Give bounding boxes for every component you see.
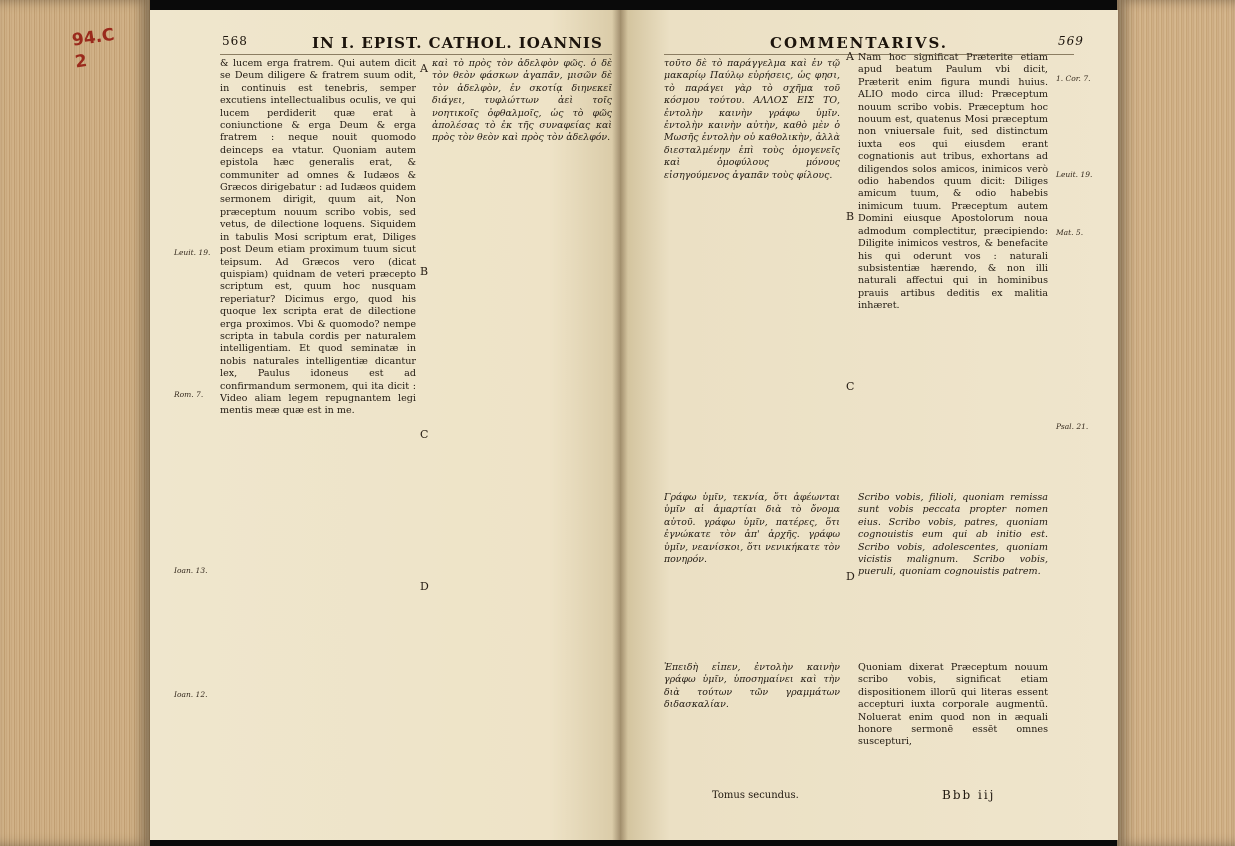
right-column-letter-b: B: [846, 210, 855, 223]
left-margin-note-2: Rom. 7.: [174, 390, 204, 399]
signature-mark: Bbb iij: [942, 788, 996, 802]
right-margin-note-3: Mat. 5.: [1056, 228, 1084, 237]
right-latin-commentary-text: Quoniam dixerat Præceptum nouum scribo vobis, significat etiam dispositionem illorū qui literas essent accepturi iuxta corporale augmentū. Noluerat enim quod non in æquali honore sermonē essēt omnes suscepturi,: [858, 662, 1048, 748]
left-margin-note-1: Leuit. 19.: [174, 248, 211, 257]
right-column-letter-d: D: [846, 570, 855, 583]
left-page: [150, 10, 620, 840]
left-latin-text: & lucem erga fratrem. Qui autem dicit se Deum diligere & fratrem suum odit, in continuis est tenebris, semper excutiens intellectualibus oculis, ve qui lucem perdiderit quæ erat à coniunctione & erga Deum & erga fratrem : neque nouit quomodo deinceps ea vtatur. Quoniam autem epistola hæc generalis erat, & communiter ad omnes & Iudæos & Græcos dirigebatur : ad Iudæos quidem sermonem dirigit, quum ait, Non præceptum nouum scribo vobis, sed vetus, de dilectione loquens. Siquidem in tabulis Mosi scriptum erat, Diliges post Deum etiam proximum tuum sicut teipsum. Ad Græcos vero (dicat quispiam) quidnam de veteri præcepto scriptum est, quum hoc nusquam reperiatur? Dicimus ergo, quod his quoque lex scripta erat de dilectione erga proximos. Vbi & quomodo? nempe scripta in tabula cordis per naturalem intelligentiam. Et quod seminatæ in nobis naturales intelligentiæ dicantur lex, Paulus idoneus est ad confirmandum sermonem, qui ita dicit : Video aliam legem repugnantem legi mentis meæ quæ est in me.: [220, 58, 416, 417]
right-running-head: COMMENTARIVS.: [770, 34, 948, 52]
right-greek-verse-text: Γράφω ὑμῖν, τεκνία, ὅτι ἀφέωνται ὑμῖν αἱ ἁμαρτίαι διὰ τὸ ὄνομα αὐτοῦ. γράφω ὑμῖν, πατέρες, ὅτι ἐγνώκατε τὸν ἀπ' ἀρχῆς. γράφω ὑμῖν, νεανίσκοι, ὅτι νενικήκατε τὸν πονηρόν.: [664, 492, 840, 566]
left-column-letter-c: C: [420, 428, 429, 441]
right-greek-text: τοῦτο δὲ τὸ παράγγελμα καὶ ἐν τῷ μακαρίῳ Παύλῳ εὑρήσεις, ὡς φησι, τὸ παράγει γὰρ τὸ σχῆμα τοῦ κόσμου τούτου. ΑΛΛΟΣ ΕΙΣ ΤΟ, ἐντολὴν καινὴν γράφω ὑμῖν. ἐντολὴν καινὴν αὐτὴν, καθὸ μὲν ὁ Μωσῆς ἐντολὴν οὐ καθολικὴν, ἀλλὰ διεσταλμένην ἐπὶ τοὺς ὁμογενεῖς καὶ ὁμοφύλους μόνους εἰσηγούμενος ἀγαπᾶν τοὺς φίλους.: [664, 58, 840, 181]
left-head-rule: [220, 54, 612, 55]
left-running-head: IN I. EPIST. CATHOL. IOANNIS: [312, 34, 603, 52]
right-greek-commentary-text: Ἐπειδὴ εἶπεν, ἐντολὴν καινὴν γράφω ὑμῖν, ὑποσημαίνει καὶ τὴν διὰ τούτων τῶν γραμμάτων διδασκαλίαν.: [664, 662, 840, 711]
library-shelf-mark: 94.C 2: [70, 24, 116, 73]
left-page-number: 568: [222, 34, 248, 48]
left-column-letter-b: B: [420, 265, 429, 278]
left-margin-note-3: Ioan. 13.: [174, 566, 208, 575]
right-margin-note-4: Psal. 21.: [1056, 422, 1089, 431]
right-margin-note-1: 1. Cor. 7.: [1056, 74, 1091, 83]
book-gutter: [612, 10, 628, 840]
left-latin-column: [220, 58, 416, 828]
right-page: [620, 10, 1118, 840]
right-margin-note-2: Leuit. 19.: [1056, 170, 1093, 179]
right-column-letter-c: C: [846, 380, 855, 393]
right-latin-column: [858, 52, 1048, 472]
left-margin-note-4: Ioan. 12.: [174, 690, 208, 699]
right-latin-text: Nam hoc significat Præterite etiam apud beatum Paulum vbi dicit, Præterit enim figura mundi huius. ALIO modo circa illud: Præceptum nouum scribo vobis. Præceptum hoc nouum est, quatenus Mosi præceptum non vniuersale fuit, sed distinctum iuxta eos qui eiusdem erant cognationis aut tribus, exhortans ad diligendos solos amicos, inimicos verò odio habendos quum dicit: Diliges amicum tuum, & odio habebis inimicum tuum. Præceptum autem Domini eiusque Apostolorum noua admodum complectitur, præcipiendo: Diligite inimicos vestros, & benefacite his qui oderunt vos : naturali subsistentiæ hærendo, & non illi naturali affectui qui in hominibus prauis artibus deditis ex malitia inhæret.: [858, 52, 1048, 312]
right-page-edges: [1117, 0, 1235, 846]
left-column-letter-d: D: [420, 580, 429, 593]
right-greek-verse: [664, 492, 840, 642]
right-latin-commentary: [858, 662, 1048, 782]
right-page-number: 569: [1058, 34, 1084, 48]
left-column-letter-a: A: [420, 62, 428, 75]
volume-line: Tomus secundus.: [712, 790, 799, 801]
right-latin-verse: [858, 492, 1048, 642]
right-greek-commentary: [664, 662, 840, 782]
right-latin-verse-text: Scribo vobis, filioli, quoniam remissa sunt vobis peccata propter nomen eius. Scribo vobis, patres, quoniam cognouistis eum qui ab initio est. Scribo vobis, adolescentes, quoniam vicistis malignum. Scribo vobis, pueruli, quoniam cognouistis patrem.: [858, 492, 1048, 578]
left-greek-text: καὶ τὸ πρὸς τὸν ἀδελφὸν φῶς. ὁ δὲ τὸν θεὸν φάσκων ἀγαπᾶν, μισῶν δὲ τὸν ἀδελφὸν, ἐν σκοτίᾳ διηνεκεῖ διάγει, τυφλώττων ἀεὶ τοῖς νοητικοῖς ὀφθαλμοῖς, ὡς τὸ φῶς ἀπολέσας τὸ ἐκ τῆς συναφείας καὶ πρὸς τὸν θεὸν καὶ πρὸς τὸν ἀδελφόν.: [432, 58, 612, 144]
right-greek-column: [664, 58, 840, 478]
left-greek-column: [432, 58, 612, 828]
left-page-edges: [0, 0, 150, 846]
right-column-letter-a: A: [846, 50, 854, 63]
